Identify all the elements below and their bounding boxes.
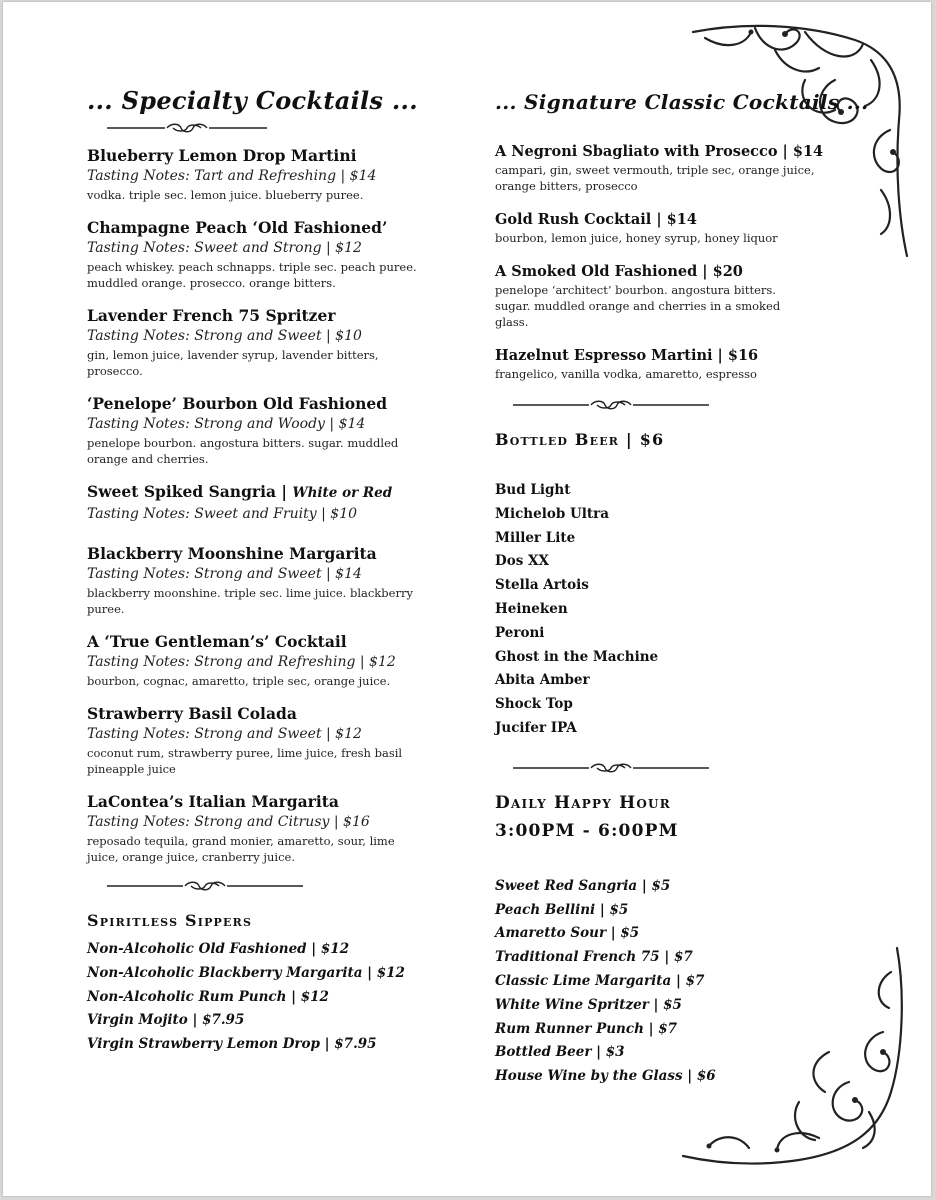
item-name: A ‘True Gentleman’s’ Cocktail: [87, 632, 347, 651]
list-item: Non-Alcoholic Rum Punch | $12: [87, 988, 329, 1005]
item-name: Champagne Peach ‘Old Fashioned’: [87, 218, 388, 237]
item-name: Hazelnut Espresso Martini | $16: [495, 347, 759, 364]
item-notes: Tasting Notes: Strong and Sweet | $12: [87, 726, 362, 742]
list-item: Michelob Ultra: [495, 505, 609, 522]
spiritless-list: [87, 938, 457, 1057]
list-item: Peach Bellini | $5: [495, 901, 629, 918]
specialty-item: [87, 145, 457, 203]
item-option: White or Red: [292, 485, 393, 501]
list-item: Dos XX: [495, 553, 549, 570]
left-column: [87, 86, 457, 1057]
signature-item: [495, 262, 895, 330]
list-item: Classic Lime Margarita | $7: [495, 972, 705, 989]
item-description: penelope ‘architect’ bourbon. angostura bitters. sugar. muddled orange and cherries in a smoked glass.: [495, 283, 781, 329]
list-item: Heineken: [495, 600, 568, 617]
item-description: peach whiskey. peach schnapps. triple sec. peach puree. muddled orange. prosecco. orange bitters.: [87, 260, 417, 290]
specialty-item: [87, 703, 457, 777]
item-name: LaContea’s Italian Margarita: [87, 792, 339, 811]
list-item: Ghost in the Machine: [495, 648, 659, 665]
specialty-item: [87, 393, 457, 467]
bottled-beer-heading: Bottled Beer | $6: [495, 430, 665, 449]
item-name-text: Sweet Spiked Sangria |: [87, 482, 288, 501]
divider-flourish-icon: [513, 761, 895, 775]
item-description: frangelico, vanilla vodka, amaretto, espresso: [495, 367, 757, 381]
item-description: coconut rum, strawberry puree, lime juice, fresh basil pineapple juice: [87, 746, 403, 776]
item-notes: Tasting Notes: Strong and Woody | $14: [87, 416, 366, 432]
list-item: Rum Runner Punch | $7: [495, 1020, 677, 1037]
item-notes: Tasting Notes: Tart and Refreshing | $14: [87, 168, 377, 184]
specialty-item: [87, 481, 457, 525]
right-column: [495, 86, 895, 1089]
divider-flourish-icon: [513, 398, 895, 412]
item-notes: Tasting Notes: Sweet and Strong | $12: [87, 240, 362, 256]
item-description: bourbon, cognac, amaretto, triple sec, orange juice.: [87, 674, 391, 688]
beer-list: [495, 479, 895, 741]
happy-hour-list: [495, 875, 895, 1089]
list-item: Sweet Red Sangria | $5: [495, 877, 671, 894]
specialty-item: [87, 305, 457, 379]
specialty-item: [87, 791, 457, 865]
item-name: ‘Penelope’ Bourbon Old Fashioned: [87, 394, 388, 413]
list-item: House Wine by the Glass | $6: [495, 1068, 716, 1085]
item-description: penelope bourbon. angostura bitters. sugar. muddled orange and cherries.: [87, 436, 399, 466]
list-item: Peroni: [495, 624, 545, 641]
item-name: A Smoked Old Fashioned | $20: [495, 263, 743, 280]
item-description: campari, gin, sweet vermouth, triple sec, orange juice, orange bitters, prosecco: [495, 163, 815, 193]
signature-cocktails-heading: ... Signature Classic Cocktails ...: [495, 90, 869, 114]
item-name: A Negroni Sbagliato with Prosecco | $14: [495, 143, 824, 160]
list-item: Non-Alcoholic Blackberry Margarita | $12: [87, 964, 405, 981]
specialty-item: [87, 217, 457, 291]
list-item: White Wine Spritzer | $5: [495, 996, 682, 1013]
divider-flourish-icon: [107, 121, 457, 135]
item-description: bourbon, lemon juice, honey syrup, honey liquor: [495, 231, 778, 245]
list-item: Miller Lite: [495, 529, 576, 546]
item-name: Lavender French 75 Spritzer: [87, 306, 336, 325]
menu-page: [3, 2, 931, 1196]
specialty-item: [87, 631, 457, 689]
happy-hour-times: 3:00PM - 6:00PM: [495, 820, 679, 841]
item-notes: Tasting Notes: Strong and Sweet | $10: [87, 328, 362, 344]
list-item: Amaretto Sour | $5: [495, 925, 640, 942]
signature-item: [495, 142, 895, 194]
list-item: Virgin Mojito | $7.95: [87, 1012, 245, 1029]
divider-flourish-icon: [107, 879, 457, 893]
item-description: reposado tequila, grand monier, amaretto, sour, lime juice, orange juice, cranberry juice.: [87, 834, 395, 864]
signature-item: [495, 210, 895, 246]
signature-item: [495, 346, 895, 382]
list-item: Shock Top: [495, 696, 573, 713]
item-notes: Tasting Notes: Strong and Citrusy | $16: [87, 814, 370, 830]
specialty-cocktails-heading: ... Specialty Cocktails ...: [87, 86, 418, 115]
item-name: Blueberry Lemon Drop Martini: [87, 146, 357, 165]
list-item: Non-Alcoholic Old Fashioned | $12: [87, 941, 350, 957]
item-name: Strawberry Basil Colada: [87, 704, 297, 723]
list-item: Bottled Beer | $3: [495, 1044, 625, 1061]
specialty-item: [87, 543, 457, 617]
item-name: [87, 481, 457, 504]
list-item: Stella Artois: [495, 577, 589, 594]
item-description: gin, lemon juice, lavender syrup, lavender bitters, prosecco.: [87, 348, 379, 378]
list-item: Virgin Strawberry Lemon Drop | $7.95: [87, 1036, 377, 1053]
list-item: Abita Amber: [495, 672, 590, 689]
item-notes: Tasting Notes: Strong and Refreshing | $12: [87, 654, 396, 670]
item-name: Gold Rush Cocktail | $14: [495, 211, 697, 228]
item-notes: Tasting Notes: Strong and Sweet | $14: [87, 566, 362, 582]
item-description: vodka. triple sec. lemon juice. blueberry puree.: [87, 188, 364, 202]
list-item: Traditional French 75 | $7: [495, 949, 693, 966]
spiritless-sippers-heading: Spiritless Sippers: [87, 911, 253, 930]
list-item: Jucifer IPA: [495, 719, 577, 736]
item-notes: Tasting Notes: Sweet and Fruity | $10: [87, 506, 358, 522]
item-name: Blackberry Moonshine Margarita: [87, 544, 377, 563]
item-description: blackberry moonshine. triple sec. lime juice. blackberry puree.: [87, 586, 413, 616]
happy-hour-heading: Daily Happy Hour: [495, 792, 671, 813]
list-item: Bud Light: [495, 482, 571, 498]
